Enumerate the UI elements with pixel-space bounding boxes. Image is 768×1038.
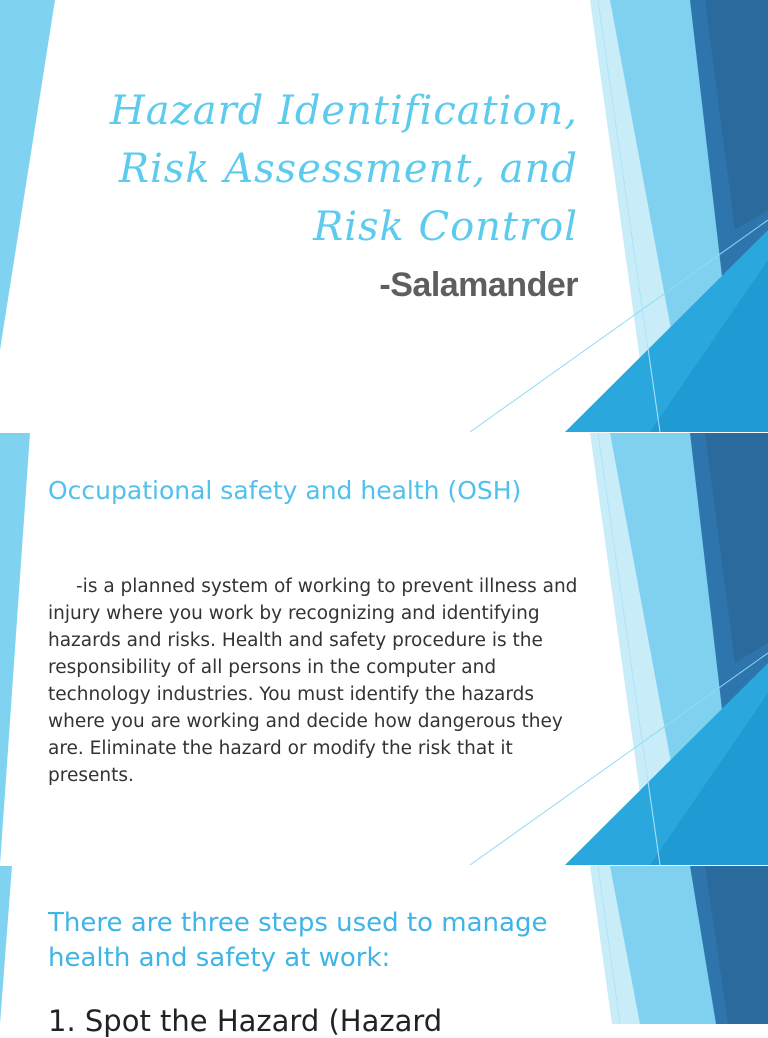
left-strip: [0, 433, 30, 865]
slide-title-text: [58, 82, 578, 256]
left-strip: [0, 0, 55, 350]
slide-title: [0, 0, 768, 432]
author-name: -Salamander: [379, 266, 578, 304]
title-line: Hazard Identification,: [109, 88, 578, 134]
osh-heading: Occupational safety and health (OSH): [48, 476, 522, 505]
steps-heading: There are three steps used to manage health and safety at work:: [48, 908, 548, 973]
title-line: Risk Control: [313, 204, 578, 250]
title-line: Risk Assessment, and: [118, 146, 578, 192]
osh-body: -is a planned system of working to prevent illness and injury where you work by recognizing and identifying hazards and risks. Health and safety procedure is the responsibility of all persons in the computer and technology industries. You must identify the hazards where you are working and decide how dangerous they are. Eliminate the hazard or modify the risk that it presents.: [48, 576, 578, 786]
step-item: 1. Spot the Hazard (Hazard: [48, 1004, 443, 1038]
left-strip: [0, 866, 12, 1024]
